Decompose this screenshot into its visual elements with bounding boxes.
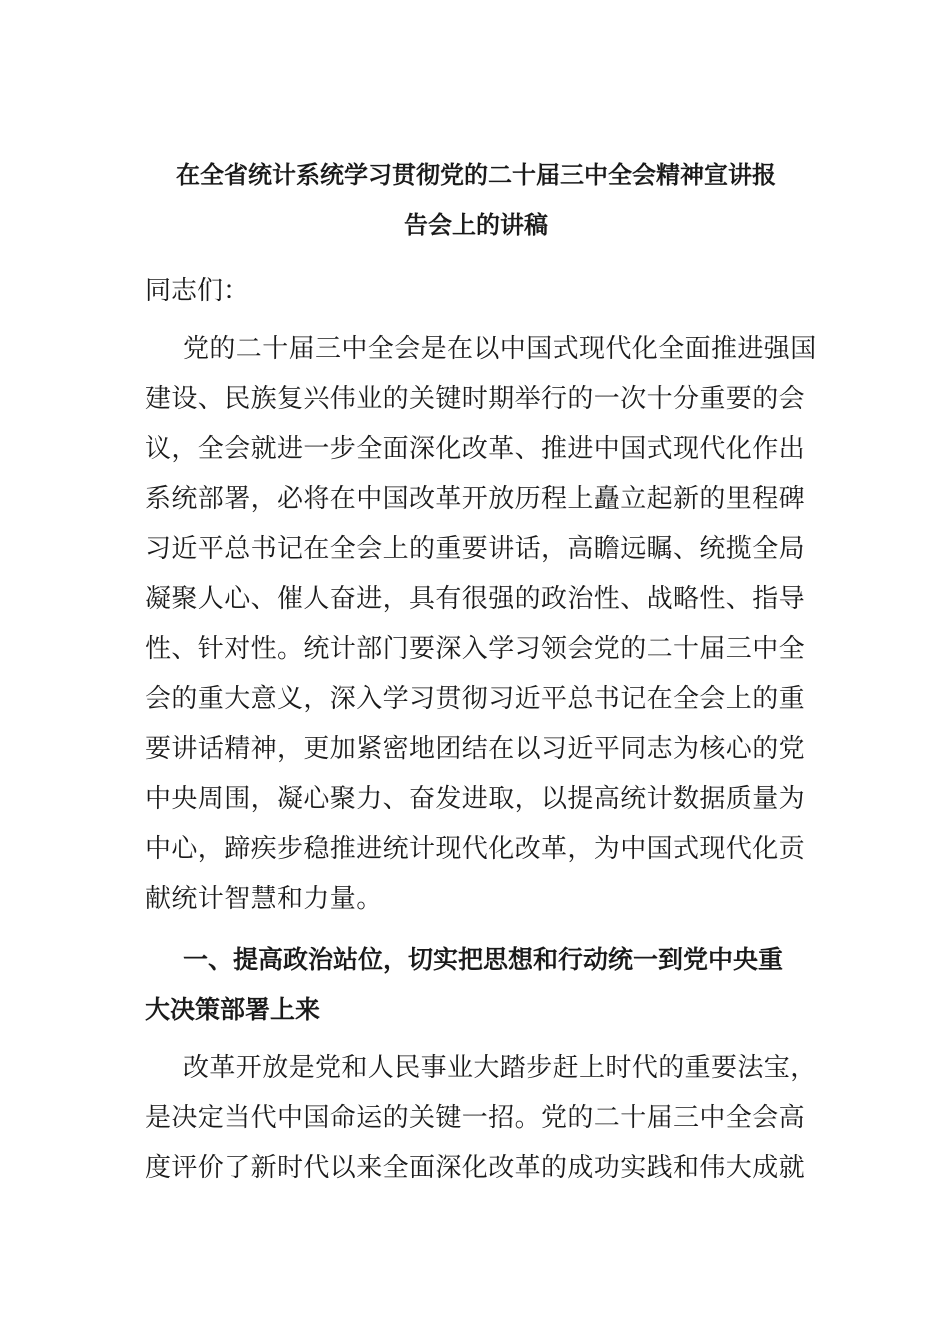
paragraph-line: 系统部署，必将在中国改革开放历程上矗立起新的里程碑 xyxy=(145,484,806,514)
paragraph-line: 性、针对性。统计部门要深入学习领会党的二十届三中全 xyxy=(145,634,806,664)
paragraph-1 xyxy=(145,324,817,924)
heading-line: 一、提高政治站位，切实把思想和行动统一到党中央重 xyxy=(183,945,784,974)
document-title xyxy=(145,150,807,250)
paragraph-line: 会的重大意义，深入学习贯彻习近平总书记在全会上的重 xyxy=(145,684,806,714)
heading-line: 大决策部署上来 xyxy=(145,995,321,1024)
paragraph-line: 改革开放是党和人民事业大踏步赶上时代的重要法宝， xyxy=(183,1053,817,1083)
paragraph-line: 凝聚人心、催人奋进，具有很强的政治性、战略性、指导 xyxy=(145,584,806,614)
title-line-2: 告会上的讲稿 xyxy=(404,211,548,239)
paragraph-line: 建设、民族复兴伟业的关键时期举行的一次十分重要的会 xyxy=(145,384,806,414)
paragraph-line: 中心，蹄疾步稳推进统计现代化改革，为中国式现代化贡 xyxy=(145,834,806,864)
paragraph-line: 献统计智慧和力量。 xyxy=(145,884,383,914)
paragraph-line: 议，全会就进一步全面深化改革、推进中国式现代化作出 xyxy=(145,434,806,464)
title-line-1: 在全省统计系统学习贯彻党的二十届三中全会精神宣讲报 xyxy=(176,161,776,189)
paragraph-line: 是决定当代中国命运的关键一招。党的二十届三中全会高 xyxy=(145,1103,806,1133)
paragraph-line: 党的二十届三中全会是在以中国式现代化全面推进强国 xyxy=(183,334,817,364)
paragraph-2 xyxy=(145,1043,817,1193)
section-heading-1 xyxy=(145,935,807,1035)
paragraph-line: 度评价了新时代以来全面深化改革的成功实践和伟大成就 xyxy=(145,1153,806,1183)
paragraph-line: 中央周围，凝心聚力、奋发进取，以提高统计数据质量为 xyxy=(145,784,806,814)
paragraph-line: 习近平总书记在全会上的重要讲话，高瞻远瞩、统揽全局 xyxy=(145,534,806,564)
paragraph-line: 要讲话精神，更加紧密地团结在以习近平同志为核心的党 xyxy=(145,734,806,764)
salutation: 同志们： xyxy=(145,276,250,306)
